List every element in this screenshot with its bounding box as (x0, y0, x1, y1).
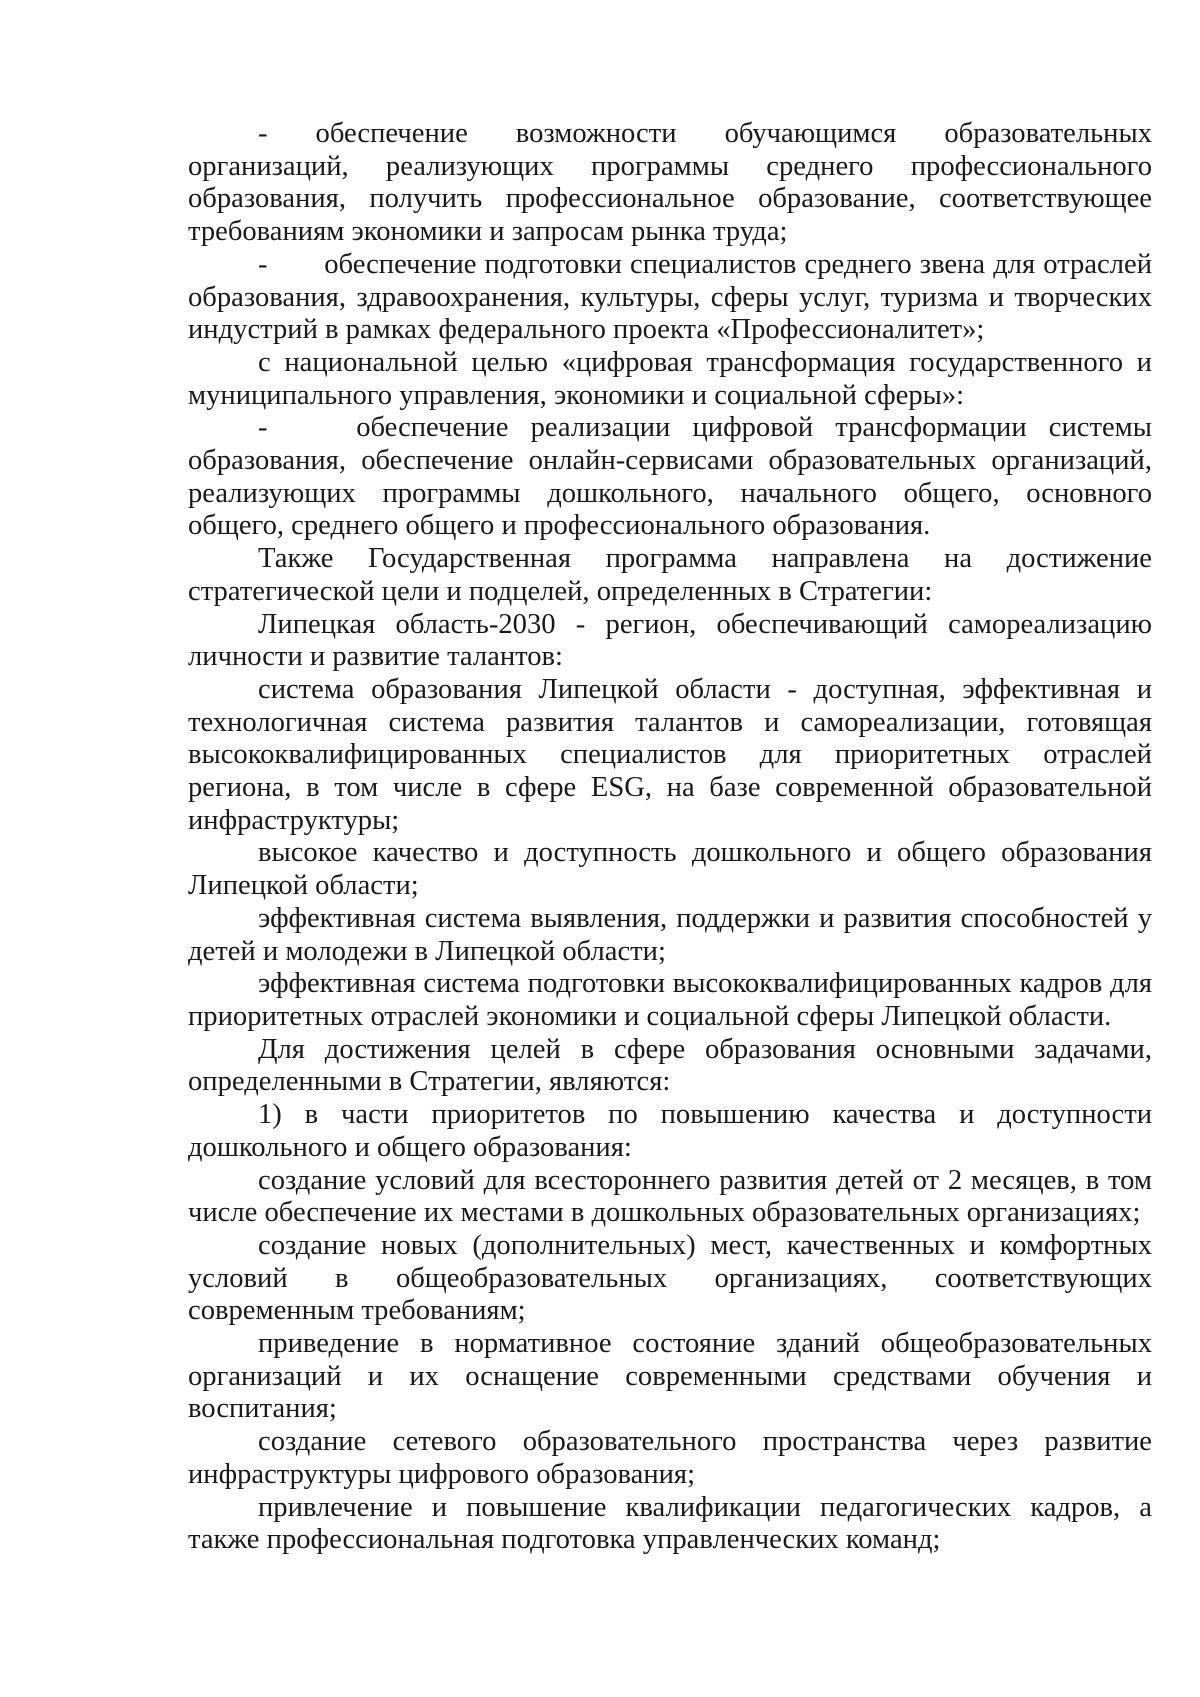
paragraph-2: - обеспечение подготовки специалистов среднего звена для отраслей образования, здравоохранения, культуры, сферы услуг, туризма и творческих индустрий в рамках федерального проекта «Профессионалитет»; (188, 248, 1160, 346)
paragraph-11: Для достижения целей в сфере образования основными задачами, определенными в Стратегии, являются: (188, 1033, 1152, 1098)
paragraph-16: создание сетевого образовательного пространства через развитие инфраструктуры цифрового образования; (188, 1426, 1152, 1490)
paragraph-1: - обеспечение возможности обучающимся образовательных организаций, реализующих программы среднего профессионального образования, получить профессиональное образование, соответствующее требованиям экономики и запросам рынка труда; (188, 118, 1152, 248)
paragraph-6: Липецкая область-2030 - регион, обеспечивающий самореализацию личности и развитие талантов: (188, 608, 1152, 673)
paragraph-3: с национальной целью «цифровая трансформация государственного и муниципального управления, экономики и социальной сферы»: (188, 346, 1152, 411)
paragraph-12: 1) в части приоритетов по повышению качества и доступности дошкольного и общего образования: (188, 1099, 1152, 1163)
paragraph-13: создание условий для всестороннего развития детей от 2 месяцев, в том числе обеспечение их местами в дошкольных образовательных организациях; (188, 1164, 1152, 1229)
paragraph-15: приведение в нормативное состояние зданий общеобразовательных организаций и их оснащение современными средствами обучения и воспитания; (188, 1328, 1152, 1425)
document-body (188, 118, 1160, 1557)
paragraph-5: Также Государственная программа направлена на достижение стратегической цели и подцелей, определенных в Стратегии: (188, 543, 1152, 607)
paragraph-9: эффективная система выявления, поддержки и развития способностей у детей и молодежи в Липецкой области; (188, 902, 1152, 967)
paragraph-8: высокое качество и доступность дошкольного и общего образования Липецкой области; (188, 837, 1152, 902)
paragraph-4: - обеспечение реализации цифровой трансформации системы образования, обеспечение онлайн-сервисами образовательных организаций, реализующих программы дошкольного, начального общего, основного общего, среднего общего и профессионального образования. (188, 412, 1160, 542)
paragraph-14: создание новых (дополнительных) мест, качественных и комфортных условий в общеобразовательных организациях, соответствующих современным требованиям; (188, 1229, 1152, 1327)
paragraph-10: эффективная система подготовки высококвалифицированных кадров для приоритетных отраслей экономики и социальной сферы Липецкой области. (188, 968, 1152, 1032)
paragraph-7: система образования Липецкой области - доступная, эффективная и технологичная система развития талантов и самореализации, готовящая высококвалифицированных специалистов для приоритетных отраслей региона, в том числе в сфере ESG, на базе современной образовательной инфраструктуры; (188, 673, 1152, 836)
paragraph-17: привлечение и повышение квалификации педагогических кадров, а также профессиональная подготовка управленческих команд; (188, 1491, 1152, 1556)
